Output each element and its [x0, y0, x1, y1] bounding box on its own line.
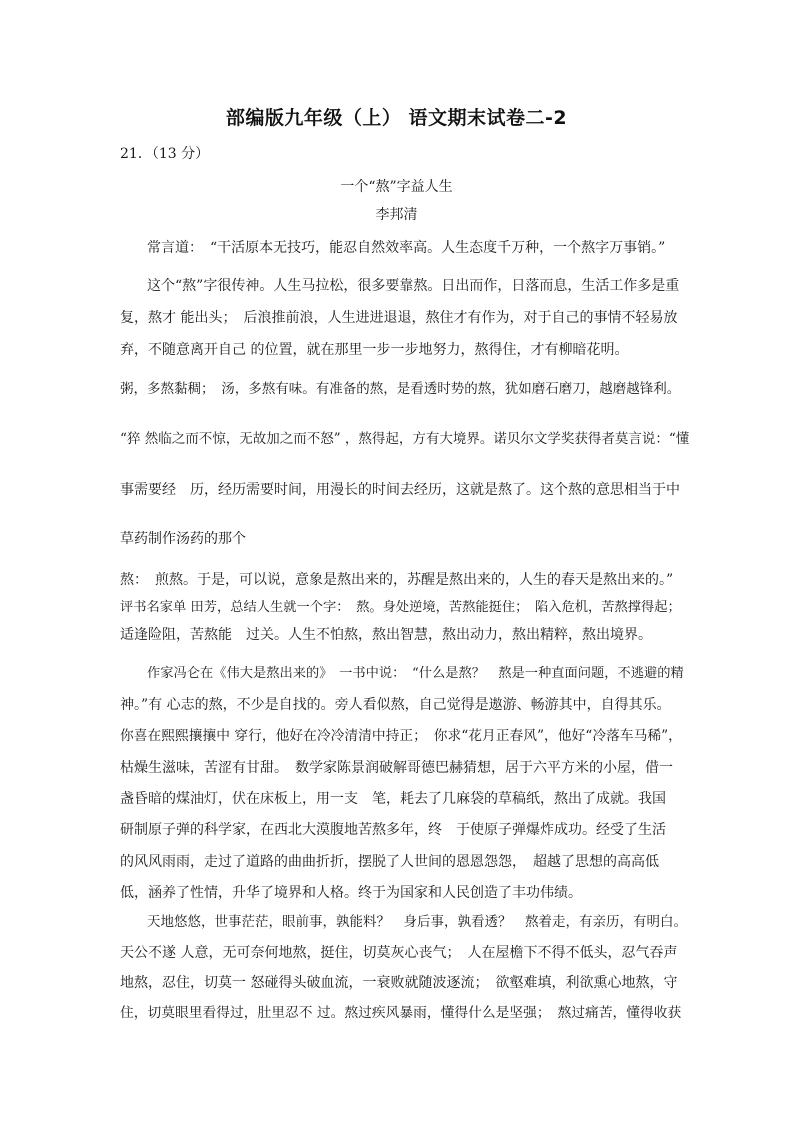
paragraph-line: 枯燥生滋味，苦涩有甘甜。 数学家陈景润破解哥德巴赫猜想，居于六平方米的小屋，借一 — [120, 760, 673, 776]
paragraph-line: 你喜在熙熙攘攘中 穿行，他好在冷冷清清中持正； 你求“花月正春风”，他好“冷落车马稀”， — [120, 728, 682, 744]
paragraph-line: 天地悠悠，世事茫茫，眼前事，孰能料？ 身后事，孰看透？ 熬着走，有亲历，有明白。 — [147, 914, 687, 930]
paragraph-line: 研制原子弹的科学家，在西北大漠腹地苦熬多年，终 于使原子弹爆炸成功。经受了生活 — [120, 822, 666, 838]
question-header: 21．（13 分） — [120, 146, 210, 162]
paragraph-line: 神。”有 心志的熬，不少是自找的。旁人看似熬，自己觉得是遨游、畅游其中，自得其乐。 — [120, 697, 671, 713]
paragraph-line: 作家冯仑在《伟大是熬出来的》 一书中说： “什么是熬？ 熬是一种直面问题，不逃避的精 — [147, 666, 684, 681]
paragraph-line: 这个“熬”字很传神。人生马拉松，很多要靠熬。日出而作，日落而息，生活工作多是重 — [147, 278, 680, 294]
paragraph-line: 的风风雨雨，走过了道路的曲曲折折，摆脱了人世间的恩恩怨怨， 超越了思想的高高低 — [120, 854, 659, 870]
paragraph-line: 盏昏暗的煤油灯，伏在床板上，用一支 笔，耗去了几麻袋的草稿纸，熬出了成就。我国 — [120, 791, 666, 807]
paragraph-line: 复，熬才 能出头； 后浪推前浪，人生进进退退，熬住才有作为，对于自己的事情不轻易放 — [120, 310, 678, 326]
paragraph-line: 粥，多熬黏稠； 汤，多熬有味。有准备的熬，是看透时势的熬，犹如磨石磨刀，越磨越锋利。 — [120, 381, 681, 397]
paragraph-line: 住，切莫眼里看得过，肚里忍不 过。熬过疾风暴雨，懂得什么是坚强； 熬过痛苦，懂得收获 — [120, 1005, 682, 1021]
paragraph-line: 适逢险阻，苦熬能 过关。人生不怕熬，熬出智慧，熬出动力，熬出精粹，熬出境界。 — [120, 627, 652, 643]
article-title: 一个“熬”字益人生 — [340, 179, 453, 195]
paragraph-line: 事需要经 历，经历需要时间，用漫长的时间去经历，这就是熬了。这个熬的意思相当于中 — [120, 482, 680, 498]
page-title: 部编版九年级（上） 语文期末试卷二-2 — [225, 107, 568, 129]
paragraph-line: 评书名家单 田芳，总结人生就一个字： 熬。身处逆境，苦熬能挺住； 陷入危机，苦熬撑得起； — [120, 600, 681, 615]
paragraph-line: 天公不遂 人意，无可奈何地熬，挺住，切莫灰心丧气； 人在屋檐下不得不低头，忍气吞声 — [120, 945, 678, 961]
paragraph-line: 常言道： “干活原本无技巧，能忍自然效率高。人生态度千万种，一个熬字万事销。” — [147, 240, 666, 256]
paragraph-line: 弃，不随意离开自己 的位置，就在那里一步一步地努力，熬得住，才有柳暗花明。 — [120, 342, 629, 358]
article-author: 李邦清 — [375, 207, 418, 223]
paragraph-line: 熬： 煎熬。于是，可以说，意象是熬出来的，苏醒是熬出来的，人生的春天是熬出来的。” — [120, 572, 674, 588]
paragraph-line: 草药制作汤药的那个 — [120, 531, 246, 547]
paragraph-line: “猝 然临之而不惊，无故加之而不怒” ，熬得起，方有大境界。诺贝尔文学奖获得者莫言说：“懂 — [120, 431, 690, 447]
paragraph-line: 低，涵养了性情，升华了境界和人格。终于为国家和人民创造了丰功伟绩。 — [120, 885, 582, 901]
paragraph-line: 地熬，忍住，切莫一 怒碰得头破血流，一衰败就随波逐流； 欲壑难填，利欲熏心地熬，守 — [120, 975, 678, 991]
